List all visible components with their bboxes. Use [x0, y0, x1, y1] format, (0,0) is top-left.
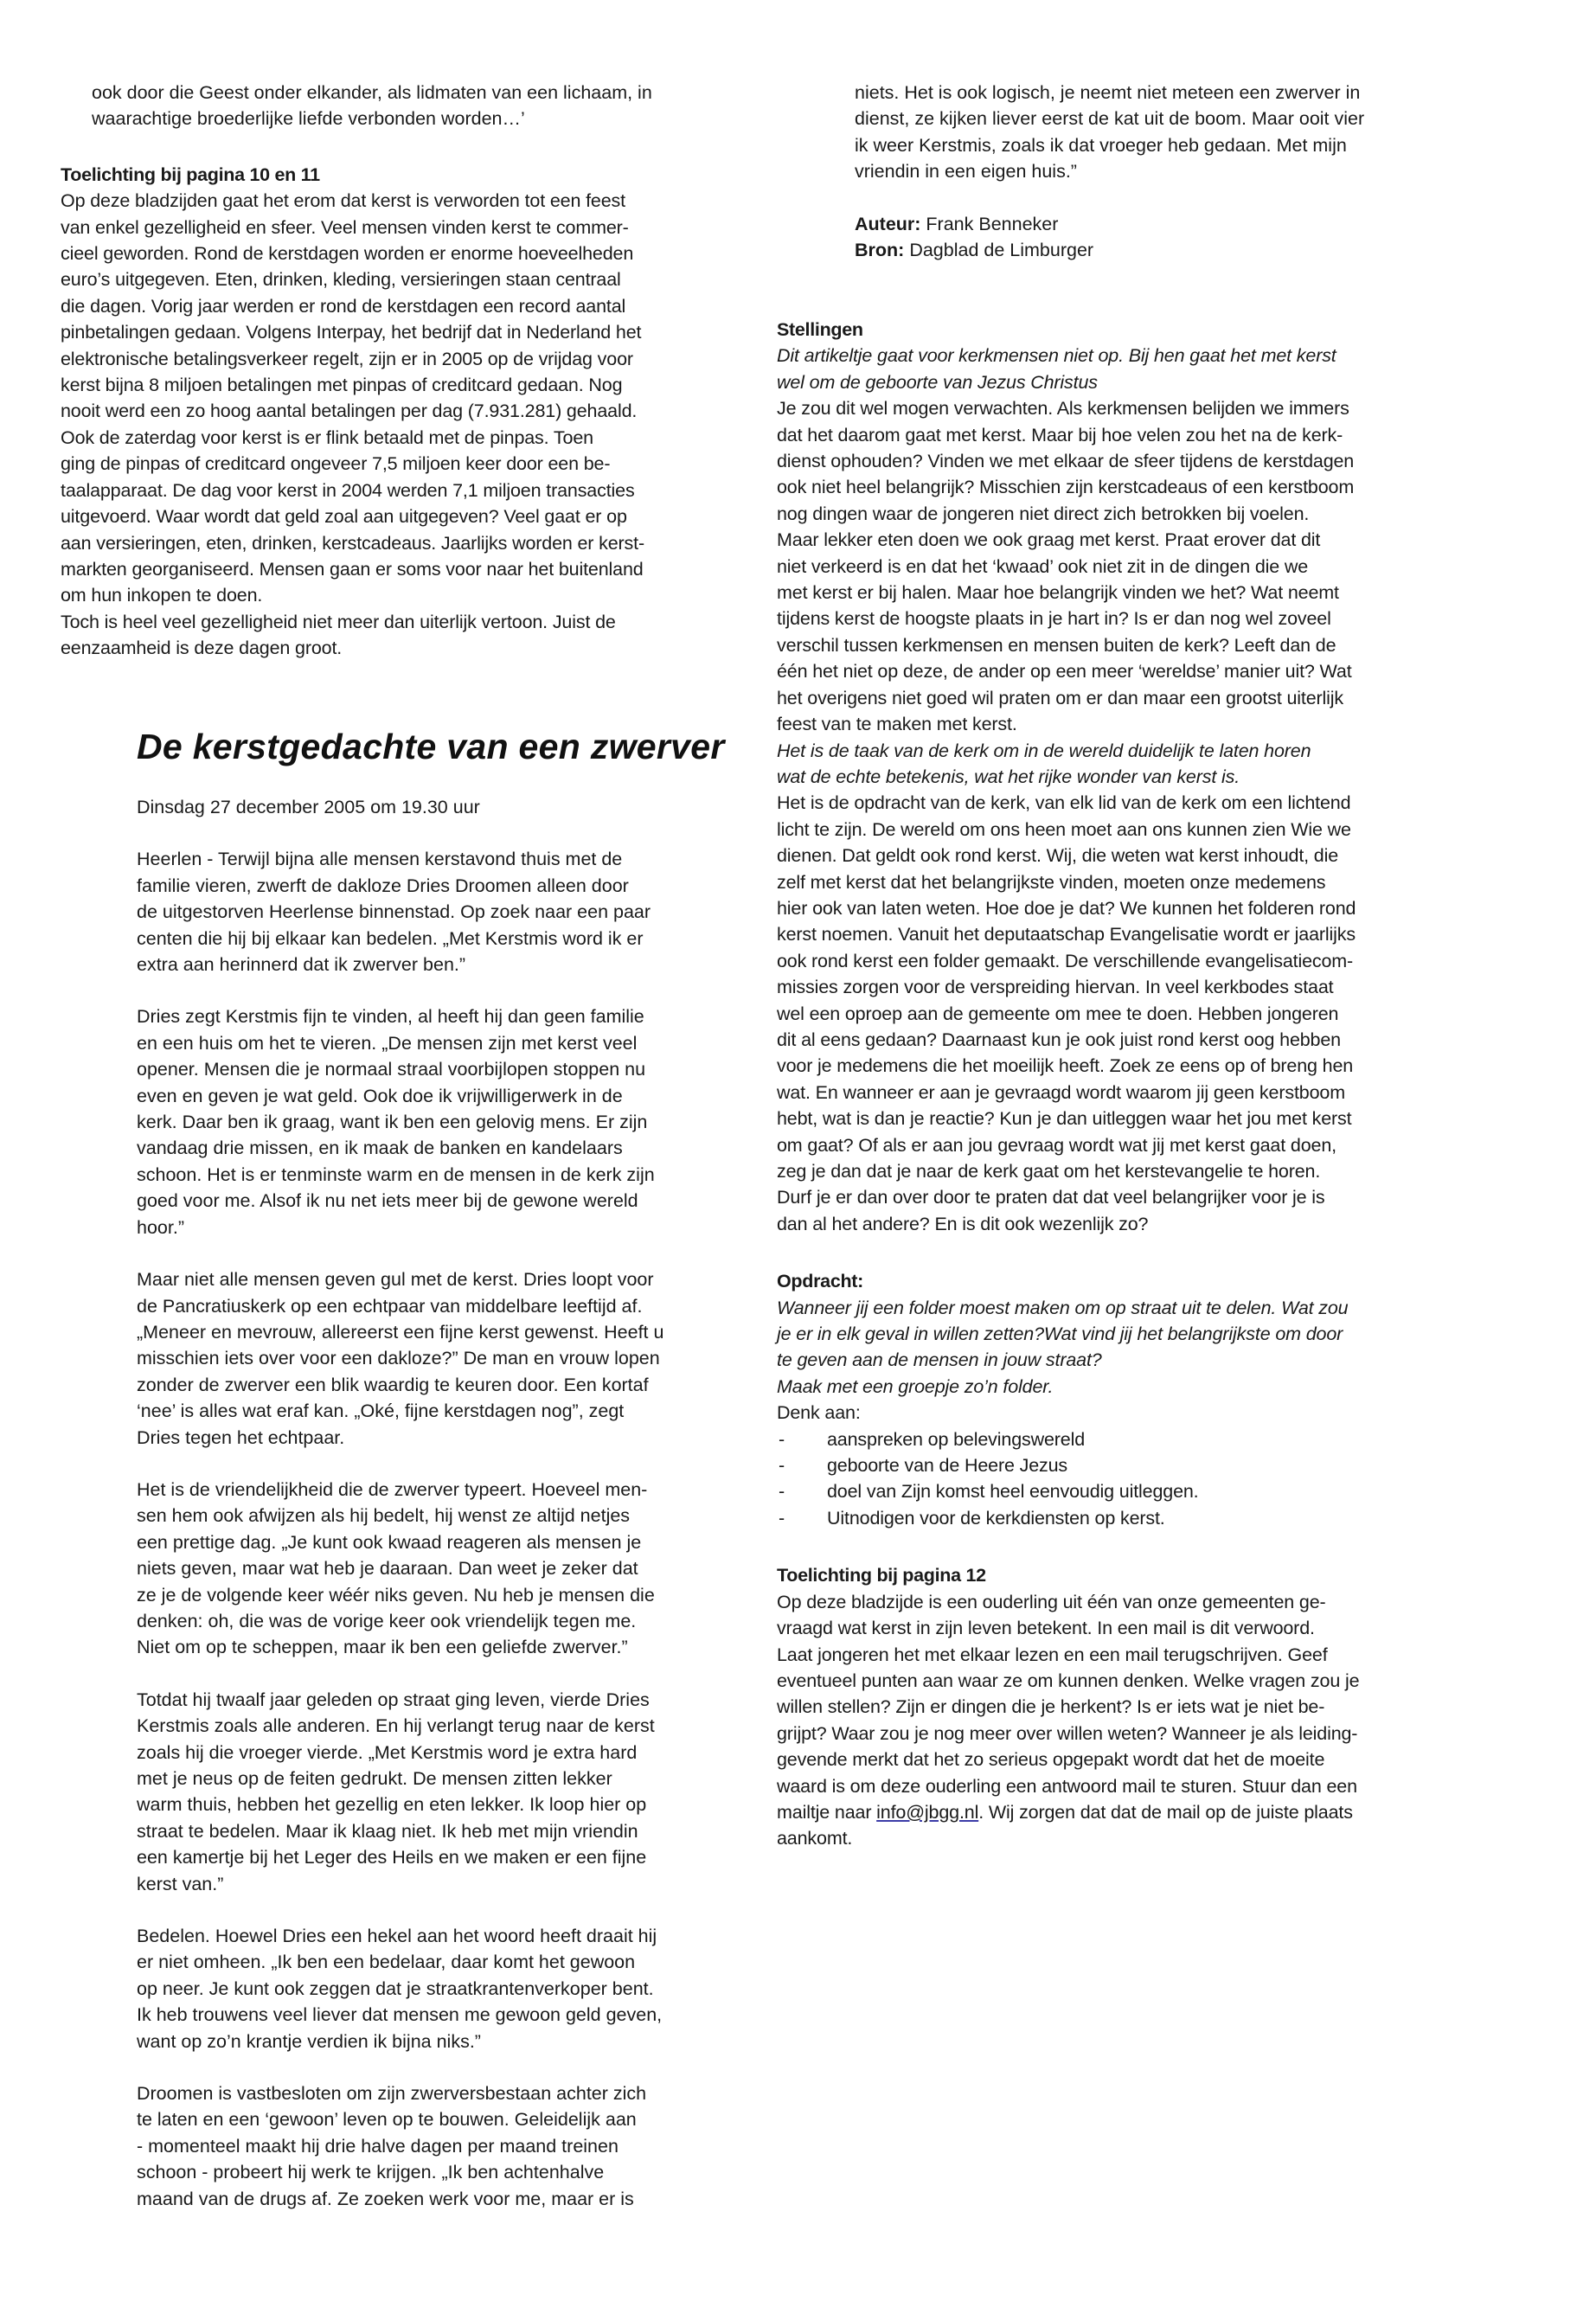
body-line: wel om de geboorte van Jezus Christus: [777, 371, 1098, 393]
body-line: opener. Mensen die je normaal straal voorbijlopen stoppen nu: [137, 1059, 646, 1080]
body-line: dienst ophouden? Vinden we met elkaar de sfeer tijdens de kerstdagen: [777, 451, 1355, 472]
body-line: nog dingen waar de jongeren niet direct zich betrokken bij voelen.: [777, 503, 1310, 524]
body-line: dienst, ze kijken liever eerst de kat uit de boom. Maar ooit vier: [855, 108, 1365, 130]
body-line: wel een oproep aan de gemeente om mee te doen. Hebben jongeren: [777, 1003, 1339, 1024]
intro-quote: [61, 80, 761, 132]
body-line: eventueel punten aan waar ze om kunnen denken. Welke vragen zou je: [777, 1670, 1360, 1691]
article-paragraph: [137, 1003, 760, 1240]
body-line: kerst van.”: [137, 1873, 224, 1894]
stellingen-body-2: [777, 790, 1486, 1237]
article-author: [855, 211, 1477, 237]
body-line: Op deze bladzijde is een ouderling uit één van onze gemeenten ge-: [777, 1591, 1326, 1612]
right-column: [777, 317, 1486, 1852]
body-line: ook niet heel belangrijk? Misschien zijn kerstcadeaus of een kerstboom: [777, 477, 1355, 498]
article-paragraph: [137, 1266, 760, 1451]
body-line: feest van te maken met kerst.: [777, 714, 1017, 735]
text-fragment: . Wij zorgen dat dat de mail op de juiste plaats: [978, 1801, 1353, 1823]
source-name: Dagblad de Limburger: [909, 240, 1094, 261]
body-line: cieel geworden. Rond de kerstdagen worden er enorme hoeveelheden: [61, 243, 634, 265]
body-line: hoor.”: [137, 1216, 184, 1238]
body-line: ging de pinpas of creditcard ongeveer 7,5 miljoen keer door een be-: [61, 453, 611, 475]
author-label: Auteur:: [855, 213, 921, 234]
body-line: met kerst er bij halen. Maar hoe belangrijk vinden we het? Wat neemt: [777, 582, 1339, 604]
body-line: familie vieren, zwerft de dakloze Dries Droomen alleen door: [137, 875, 629, 896]
section-heading-toelichting-12: Toelichting bij pagina 12: [777, 1565, 986, 1586]
section-heading-opdracht: Opdracht:: [777, 1271, 864, 1292]
body-line: Niet om op te scheppen, maar ik ben een geliefde zwerver.”: [137, 1637, 628, 1658]
body-line: kerst noemen. Vanuit het deputaatschap Evangelisatie wordt er jaarlijks: [777, 924, 1356, 945]
body-line: Het is de opdracht van de kerk, van elk lid van de kerk om een lichtend: [777, 792, 1351, 814]
body-line: dit al eens gedaan? Daarnaast kun je ook juist rond kerst oog hebben: [777, 1029, 1341, 1050]
body-line: uitgevoerd. Waar wordt dat geld zoal aan uitgegeven? Veel gaat er op: [61, 506, 627, 528]
body-line: de Pancratiuskerk op een echtpaar van middelbare leeftijd af.: [137, 1295, 643, 1317]
body-line: hier ook van laten weten. Hoe doe je dat? We kunnen het folderen rond: [777, 897, 1356, 919]
body-line: ‘nee’ is alles wat eraf kan. „Oké, fijne kerstdagen nog”, zegt: [137, 1400, 625, 1422]
list-item-text: Uitnodigen voor de kerkdiensten op kerst.: [827, 1507, 1165, 1529]
body-line: Maar lekker eten doen we ook graag met kerst. Praat erover dat dit: [777, 529, 1321, 551]
body-line: niets geven, maar wat heb je daaraan. Dan weet je zeker dat: [137, 1558, 638, 1580]
opdracht-italic: [777, 1295, 1486, 1400]
article-paragraph: [137, 2080, 760, 2212]
body-line: dienen. Dat geldt ook rond kerst. Wij, die weten wat kerst inhoudt, die: [777, 845, 1339, 867]
body-line: er niet omheen. „Ik ben een bedelaar, daar komt het gewoon: [137, 1952, 636, 1973]
body-line: missies zorgen voor de verspreiding hiervan. In veel kerkbodes staat: [777, 977, 1334, 998]
body-line: euro’s uitgegeven. Eten, drinken, kleding, versieringen staan centraal: [61, 269, 621, 291]
body-line: extra aan herinnerd dat ik zwerver ben.”: [137, 954, 466, 976]
body-line: op neer. Je kunt ook zeggen dat je straatkrantenverkoper bent.: [137, 1977, 654, 1999]
stellingen-body-1: [777, 395, 1486, 737]
list-item: [777, 1426, 1486, 1452]
body-line: niets. Het is ook logisch, je neemt niet meteen een zwerver in: [855, 82, 1361, 103]
email-link[interactable]: info@jbgg.nl: [876, 1801, 979, 1823]
article-paragraph: [137, 1923, 760, 2054]
body-line: vriendin in een eigen huis.”: [855, 161, 1077, 183]
list-item-text: geboorte van de Heere Jezus: [827, 1455, 1068, 1477]
stellingen-italic-2: [777, 738, 1486, 791]
body-line: je er in elk geval in willen zetten?Wat vind jij het belangrijkste om door: [777, 1324, 1343, 1345]
body-line: grijpt? Waar zou je nog meer over willen weten? Wanneer je als leiding-: [777, 1722, 1358, 1744]
toelichting-10-11-body: [61, 188, 761, 661]
body-line: die dagen. Vorig jaar werden er rond de kerstdagen een record aantal: [61, 295, 626, 317]
body-line: vandaag drie missen, en ik maak de banken en kandelaars: [137, 1138, 623, 1159]
body-line: willen stellen? Zijn er dingen die je herkent? Is er iets wat je niet be-: [777, 1696, 1325, 1718]
body-line: maand van de drugs af. Ze zoeken werk voor me, maar er is: [137, 2188, 634, 2209]
body-line: warm thuis, hebben het gezellig en eten lekker. Ik loop hier op: [137, 1794, 647, 1816]
bullet-dash: -: [779, 1507, 785, 1529]
body-line: waard is om deze ouderling een antwoord mail te sturen. Stuur dan een: [777, 1775, 1357, 1797]
body-line: Heerlen - Terwijl bijna alle mensen kerstavond thuis met de: [137, 849, 623, 870]
article-paragraph: [137, 846, 760, 977]
body-line: want op zo’n krantje verdien ik bijna niks.”: [137, 2030, 481, 2052]
body-line: zeg je dan dat je naar de kerk gaat om het kerstevangelie te horen.: [777, 1161, 1321, 1182]
body-line: nooit werd een zo hoog aantal betalingen per dag (7.931.281) gehaald.: [61, 401, 638, 422]
list-item-text: doel van Zijn komst heel eenvoudig uitleggen.: [827, 1481, 1199, 1503]
body-line: Maak met een groepje zo’n folder.: [777, 1375, 1054, 1397]
body-line: misschien iets over voor een dakloze?” De man en vrouw lopen: [137, 1348, 660, 1369]
body-line: goed voor me. Alsof ik nu net iets meer bij de gewone wereld: [137, 1190, 638, 1212]
toelichting-12-body: [777, 1589, 1486, 1852]
list-item: [777, 1452, 1486, 1478]
section-heading-stellingen: Stellingen: [777, 319, 863, 340]
source-label: Bron:: [855, 240, 905, 261]
article-source: [855, 237, 1477, 263]
body-line: [777, 1799, 1486, 1825]
body-line: vraagd wat kerst in zijn leven betekent. In een mail is dit verwoord.: [777, 1618, 1315, 1639]
body-line: ze je de volgende keer wéér niks geven. Nu heb je mensen die: [137, 1584, 655, 1606]
body-line: en een huis om het te vieren. „De mensen zijn met kerst veel: [137, 1032, 638, 1054]
body-line: verschil tussen kerkmensen en mensen buiten de kerk? Leeft dan de: [777, 634, 1336, 656]
body-line: sen hem ook afwijzen als hij bedelt, hij wenst ze altijd netjes: [137, 1505, 631, 1527]
intro-quote-line: ook door die Geest onder elkander, als lidmaten van een lichaam, in: [92, 82, 652, 103]
body-line: Dries tegen het echtpaar.: [137, 1426, 345, 1448]
body-line: Bedelen. Hoewel Dries een hekel aan het woord heeft draait hij: [137, 1926, 657, 1947]
body-line: schoon. Het is er tenminste warm en de mensen in de kerk zijn: [137, 1163, 655, 1185]
body-line: tijdens kerst de hoogste plaats in je hart in? Is er dan nog wel zoveel: [777, 608, 1331, 630]
body-line: denken: oh, die was de vorige keer ook vriendelijk tegen me.: [137, 1610, 637, 1631]
body-line: ook rond kerst een folder gemaakt. De verschillende evangelisatiecom-: [777, 950, 1354, 971]
body-line: kerst bijna 8 miljoen betalingen met pinpas of creditcard gedaan. Nog: [61, 375, 623, 396]
body-line: met je neus op de feiten gedrukt. De mensen zitten lekker: [137, 1768, 612, 1789]
body-line: om gaat? Of als er aan jou gevraag wordt wat jij met kerst gaat doen,: [777, 1134, 1336, 1156]
body-line: „Meneer en mevrouw, allereerst een fijne kerst gewenst. Heeft u: [137, 1321, 664, 1343]
body-line: ik weer Kerstmis, zoals ik dat vroeger heb gedaan. Met mijn: [855, 134, 1347, 156]
body-line: elektronische betalingsverkeer regelt, zijn er in 2005 op de vrijdag voor: [61, 348, 633, 369]
section-heading-toelichting-10-11: Toelichting bij pagina 10 en 11: [61, 163, 320, 185]
body-line: - momenteel maakt hij drie halve dagen per maand treinen: [137, 2135, 619, 2157]
body-line: markten georganiseerd. Mensen gaan er soms voor naar het buitenland: [61, 558, 644, 580]
body-line: de uitgestorven Heerlense binnenstad. Op zoek naar een paar: [137, 901, 651, 923]
article-paragraph: [137, 1477, 760, 1661]
body-line: niet verkeerd is en dat het ‘kwaad’ ook niet zit in de dingen die we: [777, 555, 1309, 577]
body-line: voor je medemens die het moeilijk heeft. Zoek ze eens op of breng hen: [777, 1055, 1354, 1077]
body-line: Dit artikeltje gaat voor kerkmensen niet op. Bij hen gaat het met kerst: [777, 345, 1336, 367]
body-line: zelf met kerst dat het belangrijkste vinden, moeten onze medemens: [777, 871, 1326, 893]
body-line: schoon - probeert hij werk te krijgen. „Ik ben achtenhalve: [137, 2162, 605, 2183]
body-line: te geven aan de mensen in jouw straat?: [777, 1349, 1102, 1371]
body-line: kerk. Daar ben ik graag, want ik ben een gelovig mens. Er zijn: [137, 1112, 648, 1133]
body-line: dat het daarom gaat met kerst. Maar bij hoe velen zou het na de kerk-: [777, 424, 1343, 445]
body-line: het overigens niet goed wil praten om er dan maar een grootst uiterlijk: [777, 687, 1344, 708]
body-line: aan versieringen, eten, drinken, kerstcadeaus. Jaarlijks worden er kerst-: [61, 532, 644, 554]
body-line: een prettige dag. „Je kunt ook kwaad reageren als mensen je: [137, 1531, 642, 1553]
body-line: Ik heb trouwens veel liever dat mensen me gewoon geld geven,: [137, 2004, 663, 2026]
body-line: Wanneer jij een folder moest maken om op straat uit te delen. Wat zou: [777, 1297, 1349, 1318]
bullet-dash: -: [779, 1455, 785, 1477]
body-line: hebt, wat is dan je reactie? Kun je dan uitleggen waar het jou met kerst: [777, 1108, 1352, 1130]
body-line: taalapparaat. De dag voor kerst in 2004 werden 7,1 miljoen transacties: [61, 479, 635, 501]
article-dateline: Dinsdag 27 december 2005 om 19.30 uur: [137, 797, 480, 817]
body-line: centen die hij bij elkaar kan bedelen. „Met Kerstmis word ik er: [137, 927, 644, 949]
body-line: pinbetalingen gedaan. Volgens Interpay, het bedrijf dat in Nederland het: [61, 322, 642, 343]
body-line: Toch is heel veel gezelligheid niet meer dan uiterlijk vertoon. Juist de: [61, 611, 616, 632]
body-line: Je zou dit wel mogen verwachten. Als kerkmensen belijden we immers: [777, 398, 1349, 420]
body-line: wat de echte betekenis, wat het rijke wonder van kerst is.: [777, 766, 1240, 787]
body-line: Droomen is vastbesloten om zijn zwerversbestaan achter zich: [137, 2083, 647, 2105]
body-line: één het niet op deze, de ander op een meer ‘wereldse’ manier uit? Wat: [777, 661, 1352, 683]
body-line: Het is de taak van de kerk om in de wereld duidelijk te laten horen: [777, 740, 1311, 761]
body-line: zonder de zwerver een blik waardig te keuren door. Een kortaf: [137, 1374, 649, 1395]
stellingen-italic-intro: [777, 343, 1486, 395]
body-line: gevende merkt dat het zo serieus opgepakt wordt dat het de moeite: [777, 1749, 1325, 1771]
list-item-text: aanspreken op belevingswereld: [827, 1428, 1086, 1450]
body-line: een kamertje bij het Leger des Heils en we maken er een fijne: [137, 1847, 647, 1868]
list-item: [777, 1505, 1486, 1531]
body-line: licht te zijn. De wereld om ons heen moet aan ons kunnen zien Wie we: [777, 818, 1351, 840]
body-line: Kerstmis zoals alle anderen. En hij verlangt terug naar de kerst: [137, 1715, 655, 1737]
article-continuation: [855, 80, 1477, 263]
body-line: van enkel gezelligheid en sfeer. Veel mensen vinden kerst te commer-: [61, 216, 629, 238]
body-line: even en geven je wat geld. Ook doe ik vrijwilligerwerk in de: [137, 1085, 623, 1106]
bullet-dash: -: [779, 1428, 785, 1450]
article-paragraph: [137, 1687, 760, 1897]
opdracht-bullet-list: [777, 1426, 1486, 1532]
intro-quote-line: waarachtige broederlijke liefde verbonden worden…’: [92, 108, 525, 130]
denk-aan-label: Denk aan:: [777, 1402, 861, 1424]
article-title: De kerstgedachte van een zwerver: [137, 727, 725, 766]
body-line: dan al het andere? En is dit ook wezenlijk zo?: [777, 1213, 1149, 1234]
body-line: Maar niet alle mensen geven gul met de kerst. Dries loopt voor: [137, 1269, 654, 1291]
body-line: Het is de vriendelijkheid die de zwerver typeert. Hoeveel men-: [137, 1478, 648, 1500]
bullet-dash: -: [779, 1481, 785, 1503]
author-name: Frank Benneker: [926, 213, 1059, 234]
article: [137, 725, 760, 2212]
body-line: Laat jongeren het met elkaar lezen en een mail terugschrijven. Geef: [777, 1644, 1328, 1665]
body-line: aankomt.: [777, 1828, 853, 1849]
body-line: straat te bedelen. Maar ik klaag niet. Ik heb met mijn vriendin: [137, 1820, 638, 1842]
body-line: wat. En wanneer er aan je gevraagd wordt waarom jij geen kerstboom: [777, 1081, 1345, 1103]
body-line: Ook de zaterdag voor kerst is er flink betaald met de pinpas. Toen: [61, 426, 593, 448]
body-line: zoals hij die vroeger vierde. „Met Kerstmis word je extra hard: [137, 1741, 638, 1763]
body-line: Op deze bladzijden gaat het erom dat kerst is verworden tot een feest: [61, 190, 625, 212]
list-item: [777, 1478, 1486, 1504]
body-line: Totdat hij twaalf jaar geleden op straat ging leven, vierde Dries: [137, 1689, 650, 1710]
body-line: Dries zegt Kerstmis fijn te vinden, al heeft hij dan geen familie: [137, 1006, 644, 1028]
body-line: om hun inkopen te doen.: [61, 585, 263, 606]
text-fragment: mailtje naar: [777, 1801, 877, 1823]
body-line: Durf je er dan over door te praten dat dat veel belangrijker voor je is: [777, 1187, 1325, 1208]
body-line: te laten en een ‘gewoon’ leven op te bouwen. Geleidelijk aan: [137, 2109, 637, 2131]
left-column-top: [61, 80, 761, 662]
body-line: eenzaamheid is deze dagen groot.: [61, 638, 343, 659]
